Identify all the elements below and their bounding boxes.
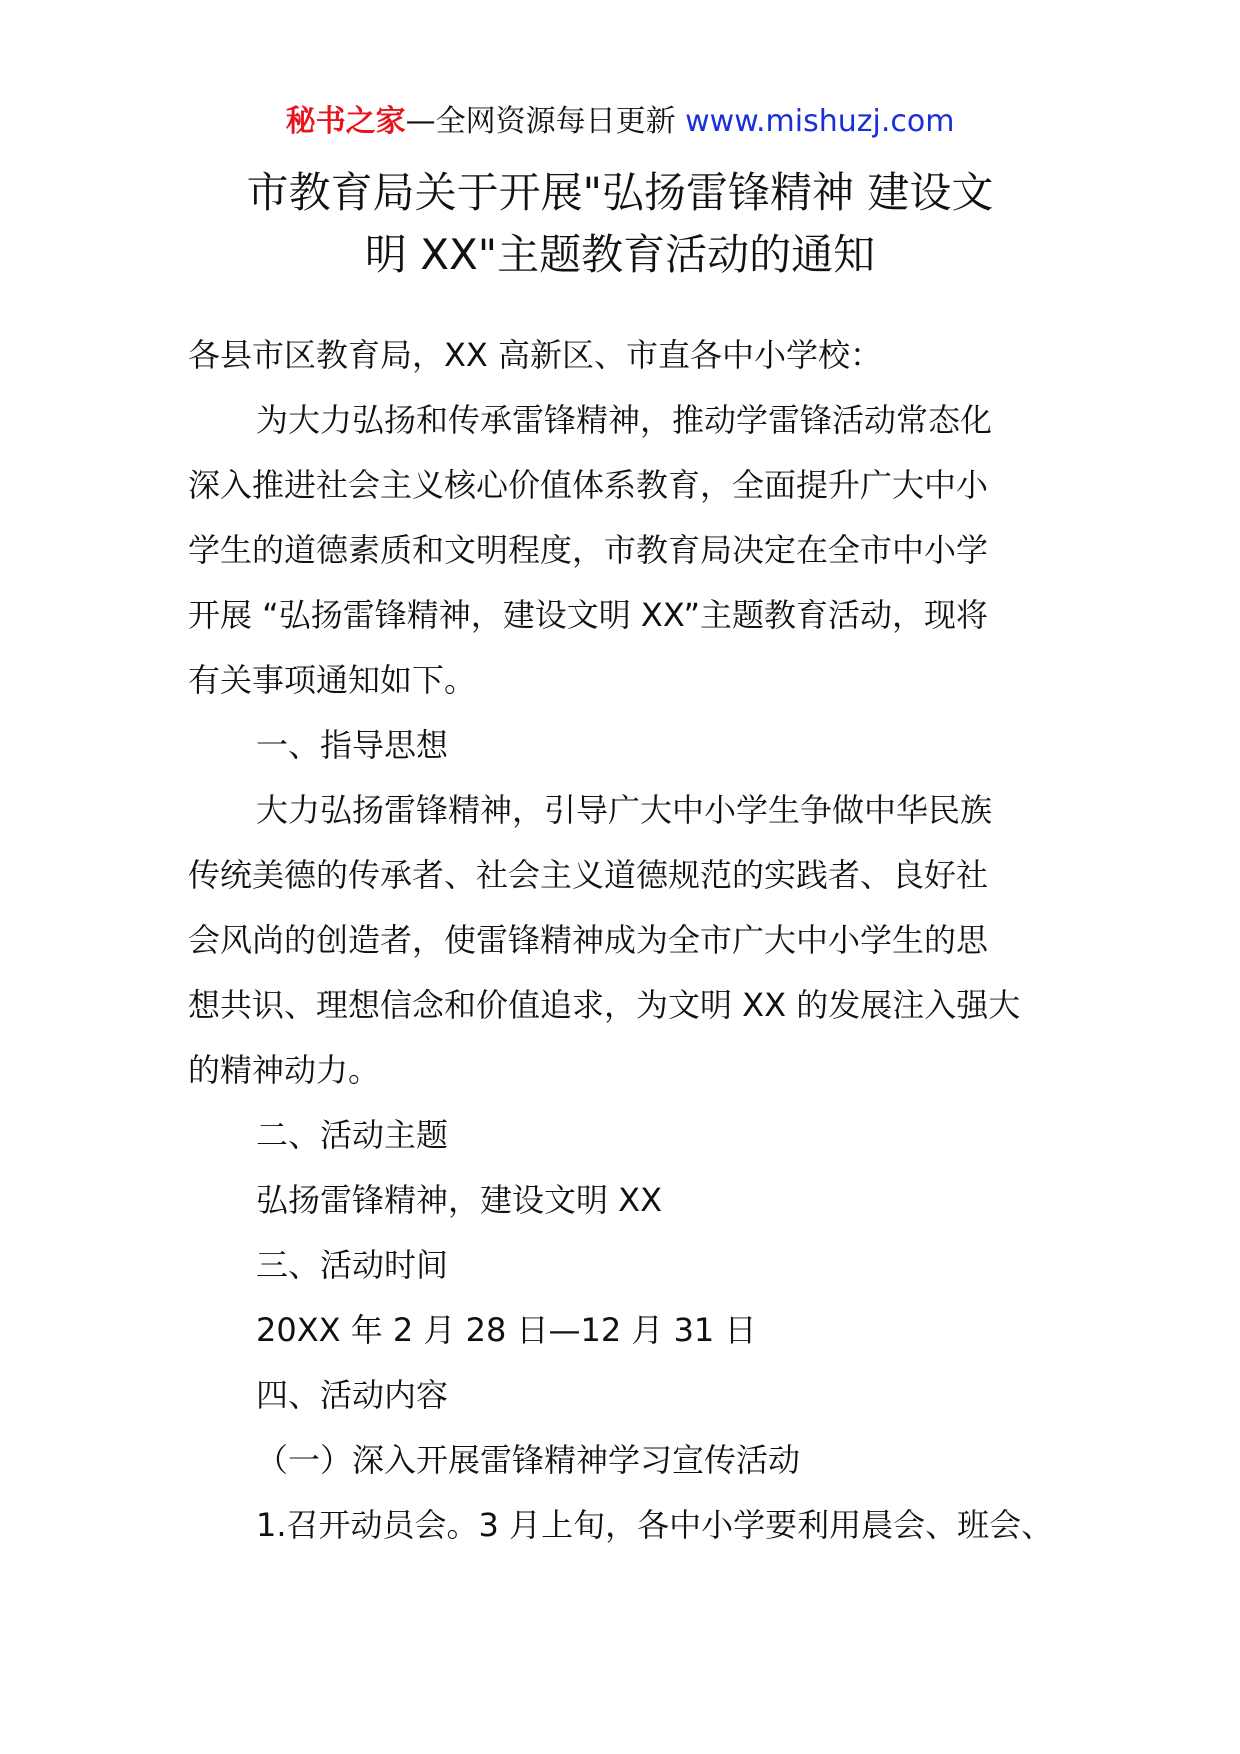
document-body	[188, 323, 1078, 1558]
section-heading-3: 三、活动时间	[256, 1246, 449, 1284]
section-1-paragraph-line: 想共识、理想信念和价值追求，为文明 XX 的发展注入强大	[188, 986, 1021, 1024]
section-heading-2: 二、活动主题	[256, 1116, 449, 1154]
intro-paragraph-line: 为大力弘扬和传承雷锋精神，推动学雷锋活动常态化	[256, 401, 993, 439]
salutation: 各县市区教育局，XX 高新区、市直各中小学校：	[188, 336, 883, 374]
intro-paragraph-line: 开展 “弘扬雷锋精神，建设文明 XX”主题教育活动，现将	[188, 596, 989, 634]
title-line-2: 明 XX"主题教育活动的通知	[364, 230, 876, 279]
document-title	[0, 162, 1240, 286]
header-banner	[0, 102, 1240, 142]
section-1-paragraph-line: 传统美德的传承者、社会主义道德规范的实践者、良好社	[188, 856, 989, 894]
intro-paragraph-line: 学生的道德素质和文明程度，市教育局决定在全市中小学	[188, 531, 989, 569]
intro-paragraph-line: 有关事项通知如下。	[188, 661, 477, 699]
section-1-paragraph-line: 会风尚的创造者，使雷锋精神成为全市广大中小学生的思	[188, 921, 989, 959]
section-heading-1: 一、指导思想	[256, 726, 449, 764]
list-item-1: 1.召开动员会。3 月上旬，各中小学要利用晨会、班会、	[256, 1506, 1054, 1544]
brand-name: 秘书之家	[285, 104, 406, 139]
banner-tagline: —全网资源每日更新	[405, 104, 686, 139]
site-url-link[interactable]: www.mishuzj.com	[685, 104, 955, 139]
activity-dates: 20XX 年 2 月 28 日—12 月 31 日	[256, 1311, 757, 1349]
section-1-paragraph-line: 的精神动力。	[188, 1051, 381, 1089]
title-line-1: 市教育局关于开展"弘扬雷锋精神 建设文	[246, 168, 994, 217]
subsection-heading-1: （一）深入开展雷锋精神学习宣传活动	[256, 1441, 801, 1479]
activity-theme: 弘扬雷锋精神，建设文明 XX	[256, 1181, 663, 1219]
section-1-paragraph-line: 大力弘扬雷锋精神，引导广大中小学生争做中华民族	[256, 791, 993, 829]
section-heading-4: 四、活动内容	[256, 1376, 449, 1414]
intro-paragraph-line: 深入推进社会主义核心价值体系教育，全面提升广大中小	[188, 466, 989, 504]
